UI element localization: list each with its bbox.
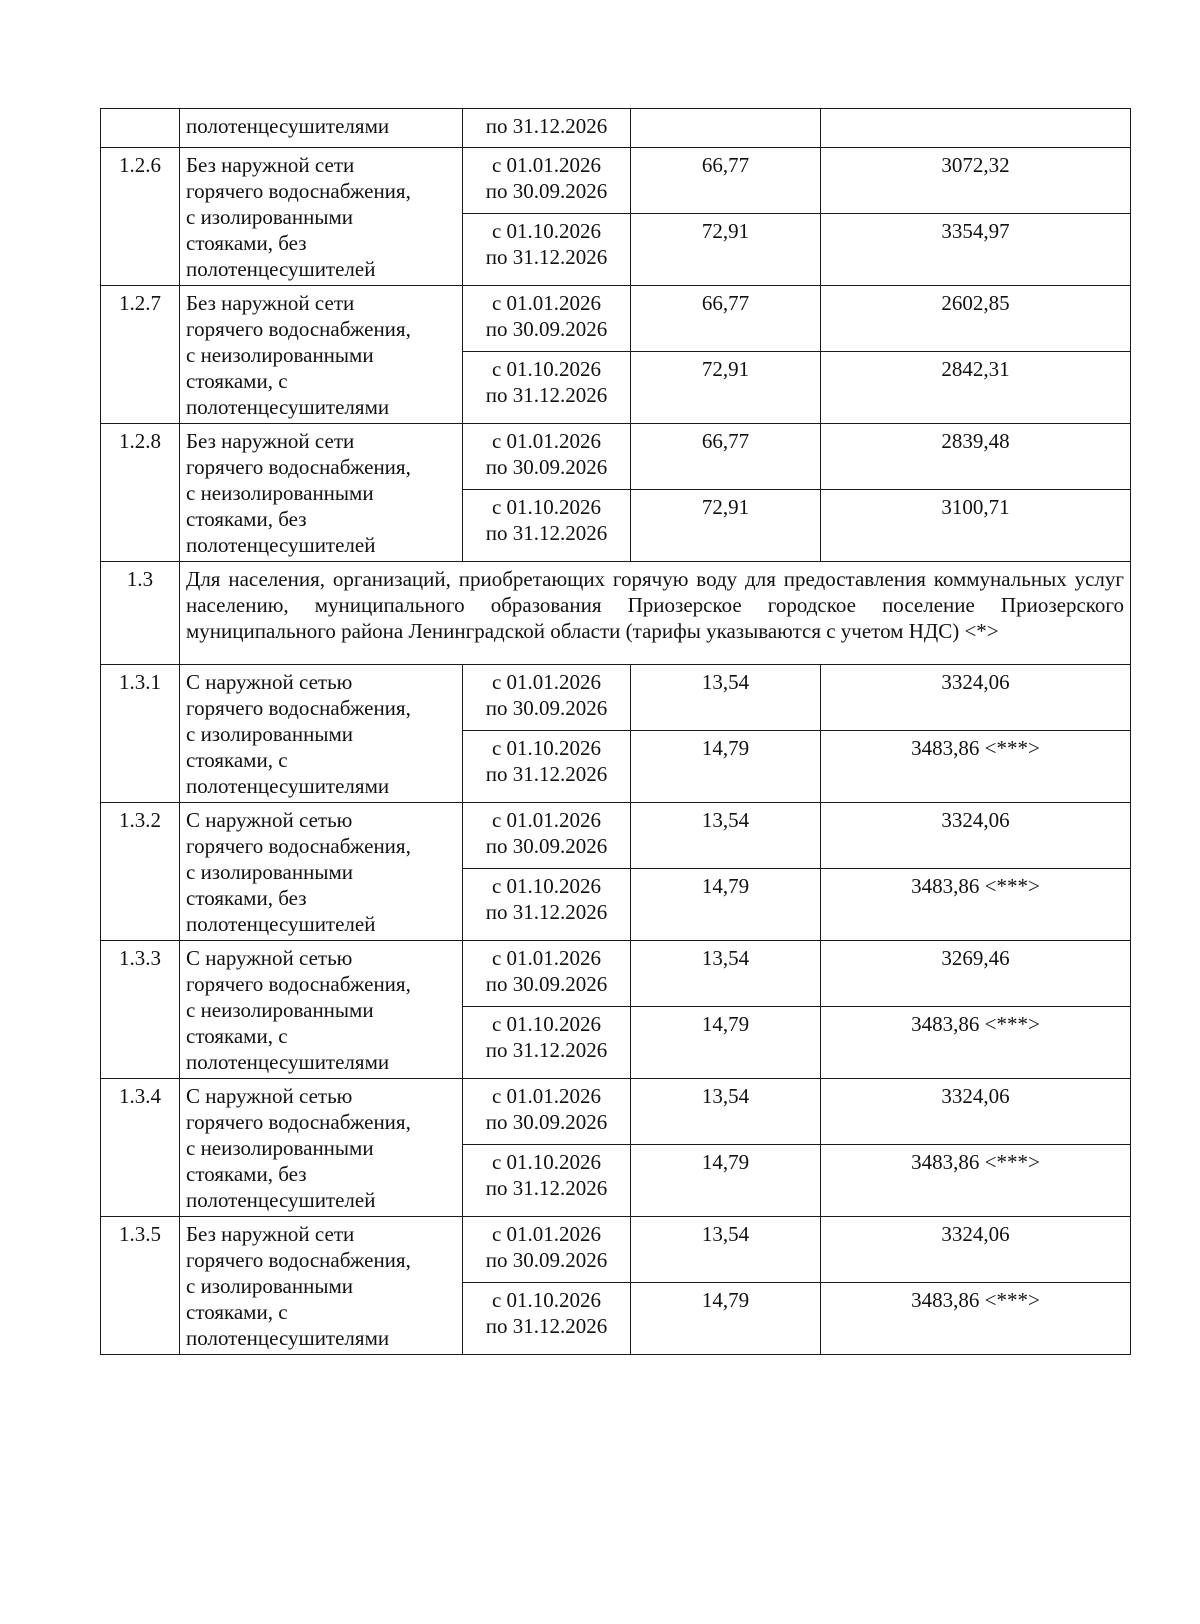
description-line: горячего водоснабжения, [186,696,411,720]
period-from: с 01.10.2026 [491,1011,602,1036]
period-cell [463,1079,631,1145]
table-row-continuation [101,109,1131,148]
period-to: по 30.09.2026 [485,317,608,341]
description-line: С наружной сетью [186,1084,353,1108]
period-to: по 30.09.2026 [485,972,608,996]
description-line: С наружной сетью [186,670,353,694]
description-line: стояками, без [186,231,307,255]
period-cell [463,286,631,352]
description-cell [180,424,463,562]
description-line: с неизолированными [186,343,374,367]
period-from: с 01.01.2026 [491,429,602,453]
period-cell: по 31.12.2026 [463,109,631,148]
description-line: стояками, без [186,507,307,531]
period-cell [463,941,631,1007]
rate-cell: 13,54 [631,941,821,1007]
period-to: по 31.12.2026 [485,899,608,924]
period-from: с 01.10.2026 [491,494,602,519]
period-to: по 31.12.2026 [485,520,608,545]
table-row [101,941,1131,1007]
rate-cell: 14,79 [631,1144,821,1216]
description-line: полотенцесушителями [186,1326,390,1350]
price-cell: 3269,46 [821,941,1131,1007]
period-from: с 01.10.2026 [491,218,602,243]
rate-cell: 13,54 [631,803,821,869]
description-line: горячего водоснабжения, [186,317,411,341]
section-heading-row [101,562,1131,665]
description-line: с неизолированными [186,998,374,1022]
section-heading-cell: Для населения, организаций, приобретающих горячую воду для предоставления коммунальных услуг населению, муниципального образования Приозерское городское поселение Приозерского муниципального района Ленинградской области (тарифы указываются с учетом НДС) <*> [180,562,1131,665]
price-cell: 2602,85 [821,286,1131,352]
period-cell [463,868,631,940]
price-cell: 3483,86 <***> [821,1006,1131,1078]
row-number-cell: 1.3.2 [101,803,180,941]
description-line: горячего водоснабжения, [186,455,411,479]
period-from: с 01.01.2026 [491,1084,602,1108]
price-cell: 3483,86 <***> [821,1144,1131,1216]
description-line: горячего водоснабжения, [186,1110,411,1134]
row-number-cell: 1.3.4 [101,1079,180,1217]
description-line: полотенцесушителей [186,257,376,281]
price-cell: 3483,86 <***> [821,1282,1131,1354]
description-line: стояками, с [186,369,288,393]
table-row [101,286,1131,352]
description-line: с изолированными [186,722,353,746]
price-cell: 3324,06 [821,665,1131,731]
price-cell [821,109,1131,148]
table-row [101,1079,1131,1145]
row-number-cell: 1.2.6 [101,148,180,286]
period-to: по 31.12.2026 [485,382,608,407]
period-cell [463,213,631,285]
description-line: полотенцесушителей [186,912,376,936]
rate-cell [631,109,821,148]
period-to: по 30.09.2026 [485,696,608,720]
description-line: С наружной сетью [186,808,353,832]
description-line: полотенцесушителей [186,533,376,557]
rate-cell: 14,79 [631,1006,821,1078]
price-cell: 2839,48 [821,424,1131,490]
description-line: с неизолированными [186,1136,374,1160]
description-line: горячего водоснабжения, [186,972,411,996]
description-line: Без наружной сети [186,1222,355,1246]
description-cell [180,665,463,803]
period-cell [463,665,631,731]
price-cell: 3100,71 [821,489,1131,561]
period-from: с 01.10.2026 [491,735,602,760]
price-cell: 3324,06 [821,1217,1131,1283]
description-cell: полотенцесушителями [180,109,463,148]
price-cell: 3483,86 <***> [821,730,1131,802]
period-from: с 01.01.2026 [491,291,602,315]
rate-cell: 66,77 [631,286,821,352]
period-to: по 31.12.2026 [485,1175,608,1200]
period-to: по 30.09.2026 [485,1110,608,1134]
price-cell: 3324,06 [821,1079,1131,1145]
period-cell [463,1217,631,1283]
description-line: стояками, с [186,748,288,772]
table-row [101,148,1131,214]
period-to: по 31.12.2026 [485,1313,608,1338]
period-cell [463,1006,631,1078]
period-from: с 01.01.2026 [491,1222,602,1246]
description-cell [180,1079,463,1217]
period-from: с 01.10.2026 [491,873,602,898]
description-line: с неизолированными [186,481,374,505]
period-to: по 31.12.2026 [485,244,608,269]
period-cell [463,730,631,802]
row-number-cell: 1.3.3 [101,941,180,1079]
period-cell [463,1282,631,1354]
row-number-cell: 1.2.8 [101,424,180,562]
rate-cell: 72,91 [631,213,821,285]
price-cell: 3354,97 [821,213,1131,285]
period-to: по 31.12.2026 [485,1037,608,1062]
description-cell [180,1217,463,1355]
description-line: Без наружной сети [186,429,355,453]
description-line: с изолированными [186,860,353,884]
rate-cell: 66,77 [631,148,821,214]
description-cell [180,286,463,424]
description-cell [180,803,463,941]
price-cell: 3072,32 [821,148,1131,214]
period-from: с 01.01.2026 [491,153,602,177]
rate-cell: 14,79 [631,730,821,802]
table-row [101,665,1131,731]
table-row [101,1217,1131,1283]
description-line: с изолированными [186,205,353,229]
period-from: с 01.10.2026 [491,356,602,381]
period-cell [463,424,631,490]
period-from: с 01.01.2026 [491,808,602,832]
price-cell: 2842,31 [821,351,1131,423]
period-from: с 01.10.2026 [491,1287,602,1312]
description-line: Без наружной сети [186,291,355,315]
description-line: полотенцесушителей [186,1188,376,1212]
period-cell [463,803,631,869]
description-line: стояками, с [186,1300,288,1324]
period-cell [463,148,631,214]
rate-cell: 66,77 [631,424,821,490]
period-from: с 01.01.2026 [491,670,602,694]
row-number-cell: 1.3.5 [101,1217,180,1355]
description-line: стояками, без [186,886,307,910]
description-line: С наружной сетью [186,946,353,970]
row-number-cell: 1.3.1 [101,665,180,803]
period-to: по 31.12.2026 [485,761,608,786]
period-to: по 30.09.2026 [485,455,608,479]
period-to: по 30.09.2026 [485,179,608,203]
description-line: полотенцесушителями [186,774,390,798]
rate-cell: 14,79 [631,1282,821,1354]
description-line: горячего водоснабжения, [186,834,411,858]
table-row [101,803,1131,869]
description-line: Без наружной сети [186,153,355,177]
period-cell [463,489,631,561]
period-from: с 01.10.2026 [491,1149,602,1174]
description-line: с изолированными [186,1274,353,1298]
section-number-cell: 1.3 [101,562,180,665]
period-to: по 30.09.2026 [485,834,608,858]
period-cell [463,351,631,423]
description-line: горячего водоснабжения, [186,179,411,203]
price-cell: 3324,06 [821,803,1131,869]
row-number-cell [101,109,180,148]
rate-cell: 14,79 [631,868,821,940]
period-from: с 01.01.2026 [491,946,602,970]
description-cell [180,148,463,286]
description-line: стояками, без [186,1162,307,1186]
table-row [101,424,1131,490]
rate-cell: 13,54 [631,1217,821,1283]
rate-cell: 72,91 [631,351,821,423]
description-line: полотенцесушителями [186,395,390,419]
rate-cell: 13,54 [631,665,821,731]
period-cell [463,1144,631,1216]
period-to: по 30.09.2026 [485,1248,608,1272]
rate-cell: 72,91 [631,489,821,561]
rate-cell: 13,54 [631,1079,821,1145]
row-number-cell: 1.2.7 [101,286,180,424]
tariff-table [100,108,1131,1355]
description-line: стояками, с [186,1024,288,1048]
description-line: полотенцесушителями [186,1050,390,1074]
description-line: горячего водоснабжения, [186,1248,411,1272]
price-cell: 3483,86 <***> [821,868,1131,940]
description-cell [180,941,463,1079]
